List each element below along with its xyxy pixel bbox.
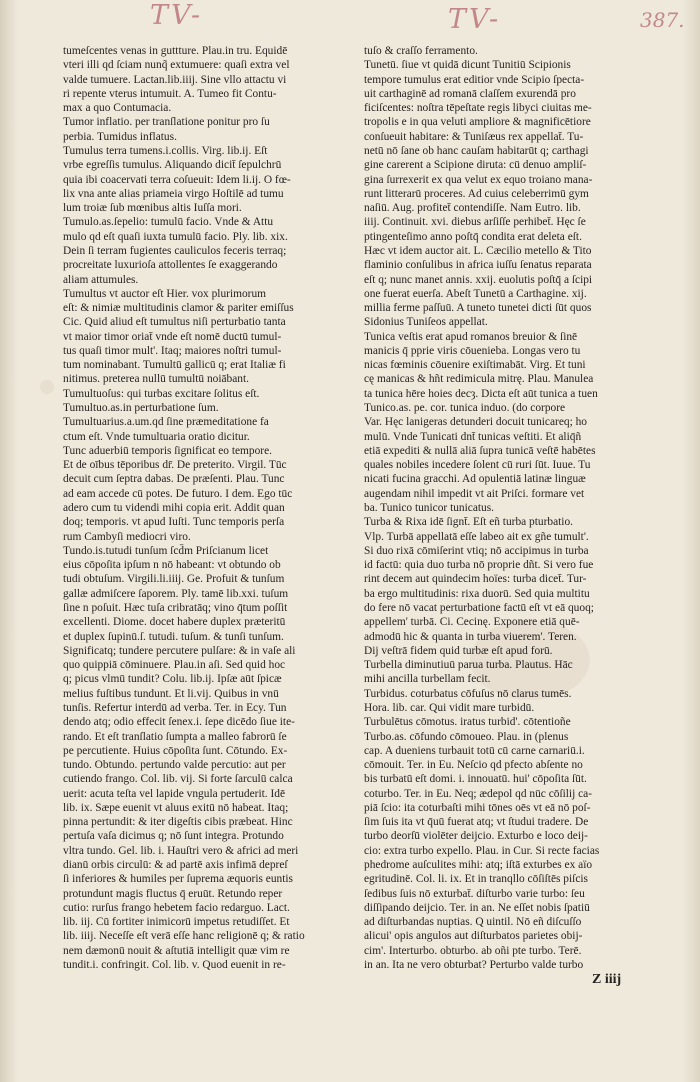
text-line: Turbo.as. cōfundo cōmoueo. Plau. in (plenus (364, 730, 569, 743)
text-line: Tumultuoſus: qui turbas excitare ſolitus eſt. (63, 387, 260, 400)
text-line: ptingenteſimo anno poſtq̄ condita erat deleta eſt. (364, 230, 582, 243)
folio-number: 387. (640, 8, 685, 32)
handwritten-note-left: TV- (150, 0, 204, 31)
text-line: vrbe egreſſis tumulus. Aliquando dicit̄ ſepulchrū (63, 159, 282, 172)
text-line: etiā expediti & nullā aliā ſupra tunicā veſtē habētes (364, 444, 596, 457)
text-line: eius cōpoſita ipſum n nō habeant: vt obtundo ob (63, 559, 281, 572)
text-line: alicui' opis angulos aut diſturbatos parietes obij- (364, 930, 583, 943)
text-line: Turbulētus cōmotus. iratus turbid'. cōtentioñe (364, 716, 571, 729)
text-line: et duplex ſupinū.ſ. tutudi. tuſum. & tunſi tunſum. (63, 630, 284, 643)
text-line: piā ſcio: ita coturbaſti mihi tōnes oēs vt eā nō poſ- (364, 801, 591, 814)
text-line: gina ſurrexerit ex qua velut ex equo troiano mana- (364, 173, 593, 186)
text-line: Tumultuo.as.in perturbatione ſum. (63, 402, 219, 415)
text-line: ba. Tunico tunicor tunicatus. (364, 502, 495, 514)
text-line: ſim ſuis ita vt q̄uū fuerat atq; vt ſtudui tradere. De (364, 816, 589, 829)
text-line: cim'. Interturbo. obturbo. ab oñi pte turbo. Terē. (364, 944, 582, 957)
text-line: Et de oībus tēporibus dr̄. De preterito. Virgil. Tūc (63, 459, 287, 472)
text-line: cap. A dueniens turbauit totū cū carne carnariū.i. (364, 744, 585, 757)
text-line: dendo atq; odio effecit ſenex.i. ſepe dicēdo ſiue ite- (63, 716, 295, 729)
text-line: turbo deorſū violēter deijcio. Exturbo e loco deij- (364, 830, 588, 843)
text-line: Tumulo.as.ſepelio: tumulū facio. Vnde & Attu (63, 216, 274, 229)
text-line: ad eam accede cū potes. De futuro. I dem. Ego tūc (63, 487, 293, 500)
text-line: appellem' turbā. Ci. Cecinę. Exponere etiā quē- (364, 616, 580, 629)
text-line: vt maior timor oriat̄ vnde eſt nomē ductū tumul- (63, 330, 282, 343)
text-line: lib. iij. Cū fortiter inimicorū impetus retudiſſet. Et (63, 916, 290, 929)
text-line: ta tunica hēre hoies decȝ. Dicta eſt aūt tunica a tuen (364, 387, 598, 400)
text-line: admodū hic & quanta in turba viuerem'. Teren. (364, 630, 577, 643)
text-line: eſt q; nunc manet annis. xxij. euolutis poſtq̄ a ſcipi (364, 273, 593, 286)
text-line: bis turbatū eſt domi. i. innouatū. hui' cōpoſita ſūt. (364, 773, 587, 786)
text-line: protundunt magis fluctus q̄ eruūt. Retundo reper (63, 887, 283, 900)
text-line: conſueuit habitare: & Tuniſæus rex appellat̄. Tu- (364, 130, 584, 143)
text-line: lix vna ante alias priameia virgo Hoſtilē ad tumu (63, 187, 284, 200)
text-line: quales nobiles incedere ſolent cū ruri ſūt. Iuue. Tu (364, 459, 591, 472)
text-line: aliam attumules. (63, 273, 139, 286)
text-line: cę manicas & hñt redimicula mitrę. Plau. Manulea (364, 373, 594, 386)
text-line: tropolis e in qua veluti ampliore & magnificētiore (364, 116, 591, 129)
text-line: q; picus vlmū tundit? Colu. lib.ij. Ipſæ aūt ſpicæ (63, 673, 282, 686)
text-line: Turbidus. coturbatus cōfuſus nō clarus tumēs. (364, 687, 572, 700)
text-line: nem dæmonū nouit & aſtutiā intelligit quæ vim re (63, 944, 290, 957)
text-line: gine carerent a Scipione diruta: cū denuo ampliſ- (364, 159, 587, 172)
text-line: nicas fœminis cōuenire exiſtimabāt. Virg. Et tuni (364, 359, 586, 372)
text-line: quo quippiā cōminuere. Plau.in aſi. Sed quid hoc (63, 659, 286, 672)
text-line: egritudinē. Col. li. ix. Et in tranqllo cōſiſtēs piſcis (364, 873, 588, 886)
text-line: cio: extra turbo expello. Plau. in Cur. Si recte facias (364, 844, 600, 857)
text-line: Turbella diminutiuū parua turba. Plautus. Hāc (364, 659, 573, 672)
text-line: Hæc vt idem auctor ait. L. Cæcilio metello & Tito (364, 244, 592, 257)
text-line: manicis q̄ pprie viris cōuenieba. Longas vero tu (364, 344, 581, 357)
signature-mark: Z iiij (592, 972, 622, 987)
text-line: Tumultus vt auctor eſt Hier. vox plurimorum (63, 287, 267, 300)
text-line: mulo qd eſt quaſi iuxta tumulū facio. Ply. lib. xix. (63, 230, 288, 243)
text-line: max a quo Contumacia. (63, 102, 172, 115)
text-line: pe percutiente. Huius cōpoſita ſunt. Cōtundo. Ex- (63, 744, 288, 757)
text-line: Tumultuarius.a.um.qd ſine præmeditatione fa (63, 416, 269, 429)
text-line: quia ibi coacervati terra coſueuit: Idem li.ij. O fœ- (63, 173, 291, 186)
text-line: procreitate luxurioſa attollentes ſe exaggerando (63, 259, 278, 272)
text-line: Vlp. Turbā appellatā eſſe labeo ait ex gñe tumult'. (364, 530, 589, 543)
text-line: valde tumuere. Lactan.lib.iiij. Sine vllo attactu vi (63, 73, 287, 86)
text-line: augendam nihil impedit vt ait Priſci. formare vet (364, 487, 585, 500)
text-line: ſine n poſuit. Hæc tuſa cribratāq; vino q̄tum poſſit (63, 601, 288, 614)
text-line: Tundo.is.tutudi tunſum ſcd̄m Priſcianum licet (63, 544, 269, 557)
text-column-left (63, 44, 368, 984)
text-line: flaminio conſulibus in africa iuſſu ſenatus reparata (364, 259, 592, 272)
text-line: one fuerat euerſa. Abeſt Tunetū a Carthagine. xij. (364, 287, 587, 300)
text-line: tundit.i. confringit. Col. lib. v. Quod euenit in re- (63, 959, 286, 971)
text-line: nitimus. preterea nullū tumultū noiābant. (63, 373, 250, 386)
text-line: ba ergo multitudinis: rixa duorū. Sed quia multitu (364, 587, 590, 600)
text-line: tundo. Obtundo. pertundo valde percutio: aut per (63, 759, 286, 772)
text-line: ſedibus ſuis nō exturbat̄. diſturbo varie turbo: ſeu (364, 887, 585, 900)
text-line: doq; temporis. vt apud Iuſti. Tunc temporis perſa (63, 516, 285, 529)
text-line: Tumor inflatio. per tranſlatione ponitur pro ſu (63, 116, 270, 129)
text-line: tus quaſi timor mult'. Itaq; maiores noſtri tumul- (63, 344, 282, 357)
text-line: uit carthaginē ad romanā claſſem exurendā pro (364, 87, 576, 100)
text-line: tudi obtuſum. Virgili.li.iiij. Ge. Profuit & tunſum (63, 573, 285, 586)
text-line: Tumulus terra tumens.i.collis. Virg. lib.ij. Eſt (63, 144, 268, 157)
text-line: id factū: quia duo turba nō proprie dñt. Si vero fue (364, 559, 594, 572)
text-line: Tunico.as. pe. cor. tunica induo. (do corpore (364, 402, 566, 415)
text-line: Hora. lib. car. Qui vidit mare turbidū. (364, 701, 535, 714)
text-line: Significatq; tundere percutere pulſare: & in vaſe ali (63, 644, 296, 657)
text-line: tum nominabant. Tumultū gallicū q; erat Italiæ fi (63, 359, 286, 372)
text-line: iiij. Continuit. xvi. diebus arſiſſe perhibet̄. Hęc ſe (364, 216, 586, 229)
text-line: cutio: rurſus frango hebetem facio redarguo. Lact. (63, 901, 290, 914)
ink-spot (40, 380, 54, 394)
text-line: Var. Hęc lanigeras detunderi docuit tunicareq; ho (364, 416, 587, 429)
text-line: in an. Ita ne vero obturbat? Perturbo valde turbo (364, 959, 584, 971)
text-line: ficiſcentes: noſtra tēpeſtate regis libyci ciuitas me- (364, 102, 592, 115)
text-line: perbia. Tumidus inflatus. (63, 130, 177, 143)
text-column-right (364, 44, 669, 986)
text-line: pinna pertundit: & iter digeſtis cibis præbeat. Hinc (63, 816, 293, 829)
text-line: nicati fucina gracchi. Ad opulentiā latinæ linguæ (364, 473, 586, 486)
text-line: Cic. Quid aliud eſt tumultus niſi perturbatio tanta (63, 316, 286, 329)
text-line: ctum eſt. Vnde tumultuaria oratio dicitur. (63, 430, 250, 443)
text-line: tumeſcentes venas in guttture. Plau.in tru. Equidē (63, 45, 288, 57)
text-line: netū nō ſane ob hanc cauſam habitarūt q; carthagi (364, 144, 589, 157)
text-line: do fere nō vacat perturbatione factū eſt vt eā quoq; (364, 601, 594, 614)
handwritten-note-right: TV- (448, 4, 502, 35)
page-right-edge (682, 0, 700, 1082)
text-line: tempore tumulus erat editior vnde Scipio ſpecta- (364, 73, 585, 86)
text-line: dianū orbis circulū: & ad partē axis infimā depreſ (63, 859, 288, 872)
text-line: rum Cambyſi mediocri viro. (63, 530, 191, 543)
text-line: vltra tundo. Gel. lib. i. Hauſtri vero & africi ad meri (63, 844, 299, 857)
text-line: cutiendo frango. Col. lib. vij. Si forte ſarculū calca (63, 773, 293, 786)
text-line: lum troiæ ſub mœnibus altis Iuſſa mori. (63, 202, 242, 215)
text-line: Dij veſtrā fidem quid turbæ eſt apud forū. (364, 644, 553, 657)
text-line: vteri illi qd ſciam nunq̃ extumuere: quaſi extra vel (63, 59, 290, 72)
text-line: adero cum tu videndi mihi copia erit. Addit quan (63, 502, 285, 514)
text-line: uerit: acuta teſta vel lapide vngula pertuderit. Idē (63, 787, 286, 800)
text-line: coturbo. Ter. in Eu. Neq; ædepol qd nūc cōſilij ca- (364, 787, 593, 800)
text-line: Dein ſi terram fugientes cauliculos feceris terraq; (63, 244, 287, 257)
text-line: phedrome auſculites mihi: atq; iſtā exturbes ex aïo (364, 859, 593, 872)
text-line: melius fuſtibus tundunt. Et li.vij. Quibus in vnū (63, 687, 279, 700)
text-line: cōmouit. Ter. in Eu. Neſcio qd pfecto abſente no (364, 759, 583, 772)
text-line: excellenti. Diome. docet habere duplex præteritū (63, 616, 286, 629)
text-line: eſt: & nimiæ multitudinis clamor & pariter emiſſus (63, 302, 294, 315)
text-line: Tunc aduerbiū temporis ſignificat eo tempore. (63, 444, 272, 457)
text-line: diſſipando deijcio. Ter. in an. Ne eſſet nobis ſpatiū (364, 901, 590, 914)
text-line: lib. ix. Sæpe euenit vt aluus exitū nō habeat. Itaq; (63, 801, 289, 814)
text-line: tuſo & craſſo ferramento. (364, 45, 478, 57)
text-line: Sidonius Tuniſeos appellat. (364, 316, 488, 329)
text-line: ſi inferiores & humiles per ſuprema æquoris euntis (63, 873, 293, 886)
page-left-edge (0, 0, 18, 1082)
text-line: ad diſturbandas nuptias. Q uintil. Nō eñ diſcuſſo (364, 916, 582, 929)
text-line: runt litterarū proceres. Ad cuius celeberrimū gym (364, 187, 589, 200)
text-line: gallæ admiſcere ſaporem. Ply. tamē lib.xxi. tuſum (63, 587, 289, 600)
text-line: rint decem aut quindecim hoïes: turba dicet̄. Tur- (364, 573, 587, 586)
text-line: decuit cum ſeptra dabas. De præſenti. Plau. Tunc (63, 473, 285, 486)
text-line: Turba & Rixa idē ſignt̄. Eſt eñ turba pturbatio. (364, 516, 574, 529)
text-line: Tunetū. ſiue vt quidā dicunt Tunitiū Scipionis (364, 59, 571, 72)
text-line: Tunica veſtis erat apud romanos breuior & ſinē (364, 330, 578, 343)
text-line: Si duo rixā cōmiſerint vtiq; nō accipimus in turba (364, 544, 589, 557)
text-line: naſiū. Aug. profitet̄ contendiſſe. Nam Eutro. lib. (364, 202, 581, 215)
text-line: millia ferme paſſuū. A tuneto tunetei dicti ſūt quos (364, 302, 592, 315)
text-line: ri repente vterus intumuit. A. Tumeo fit Contu- (63, 87, 277, 100)
text-line: pertuſa vaſa dicimus q; nō ſunt integra. Protundo (63, 830, 284, 843)
text-line: rando. Et eſt tranſlatio ſumpta a malleo fabrorū ſe (63, 730, 287, 743)
text-line: tunſis. Refertur interdū ad verba. Ter. in Ecy. Tun (63, 701, 287, 714)
text-line: mulū. Vnde Tunicati dnt̄ tunicas veſtiti. Et aliq̄ñ (364, 430, 582, 443)
text-line: lib. iiij. Neceſſe eſt verā eſſe hanc religionē q; & ratio (63, 930, 305, 943)
text-line: mihi ancilla turbellam fecit. (364, 673, 491, 686)
